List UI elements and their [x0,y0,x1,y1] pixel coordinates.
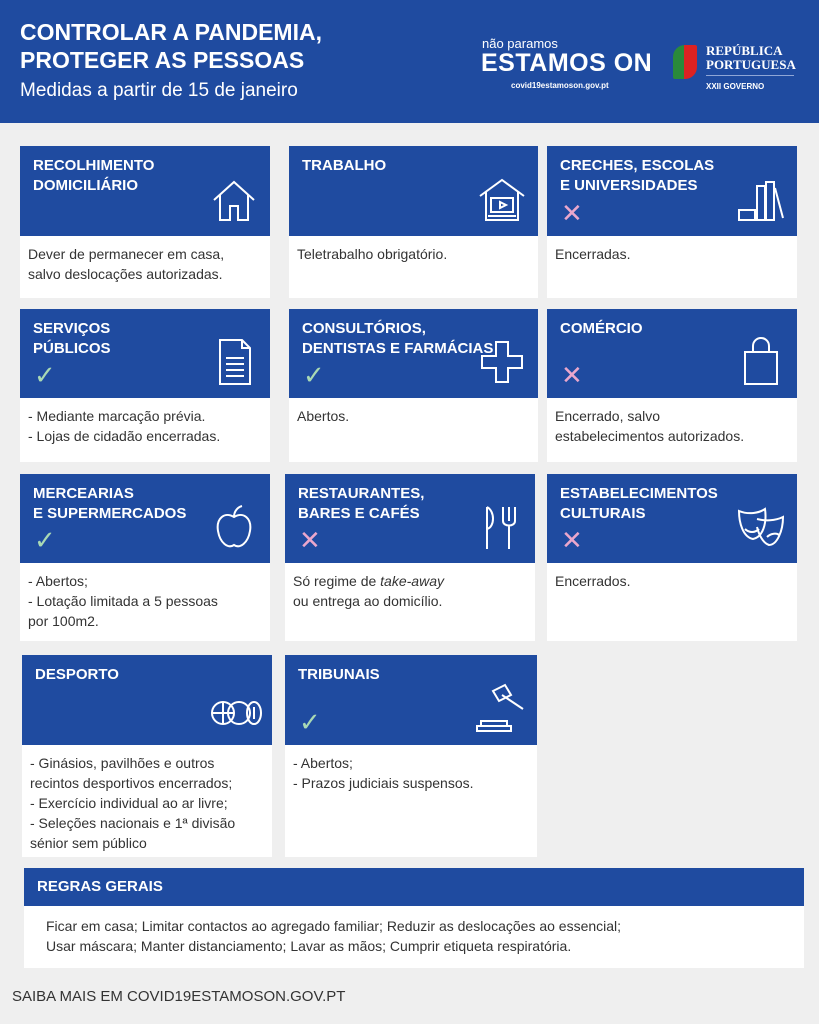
card-body: - Mediante marcação prévia. - Lojas de cidadão encerradas. [20,398,270,462]
card-body: - Abertos; - Lotação limitada a 5 pessoas por 100m2. [20,563,270,641]
card-header [547,309,797,398]
card-title: TRABALHO [302,157,387,174]
house-icon [208,174,260,226]
card-header [289,146,538,236]
measure-card [547,309,797,462]
card-body: Teletrabalho obrigatório. [289,236,538,298]
card-header [20,474,270,563]
rules-card [24,868,804,968]
measure-card [20,309,270,462]
check-icon: ✓ [303,360,325,390]
subtitle: Medidas a partir de 15 de janeiro [20,80,298,101]
measure-card [20,474,270,641]
rules-body: Ficar em casa; Limitar contactos ao agregado familiar; Reduzir as deslocações ao essencial; Usar máscara; Manter distanciamento; Lavar as mãos; Cumprir etiqueta respiratória. [24,906,804,968]
gov-line-3: XXII GOVERNO [706,82,765,91]
card-header [547,474,797,563]
medical-cross-icon [476,336,528,388]
check-icon: ✓ [34,360,56,390]
title-line-1: CONTROLAR A PANDEMIA, [20,19,322,45]
portugal-emblem-icon [673,45,697,79]
apple-icon [208,501,260,553]
shopping-bag-icon [735,336,787,388]
card-header [20,146,270,236]
divider [706,75,794,76]
card-title: CONSULTÓRIOS, DENTISTAS E FARMÁCIAS [302,320,494,357]
logo-tagline: não paramos [482,36,558,51]
measure-card [547,474,797,641]
card-body: - Ginásios, pavilhões e outros recintos desportivos encerrados; - Exercício individual ao ar livre; - Seleções nacionais e 1ª divisão sénior sem público [22,745,272,857]
card-body: Só regime de take-away ou entrega ao domicílio. [285,563,535,641]
check-icon: ✓ [34,525,56,555]
check-icon: ✓ [299,707,321,737]
card-title: ESTABELECIMENTOS CULTURAIS [560,485,718,522]
card-body: - Abertos; - Prazos judiciais suspensos. [285,745,537,857]
card-header [22,655,272,745]
card-body: Encerrado, salvo estabelecimentos autorizados. [547,398,797,462]
logo-url[interactable]: covid19estamoson.gov.pt [511,81,609,90]
gov-line-1: REPÚBLICA [706,43,783,58]
card-body: Encerradas. [547,236,797,298]
theater-masks-icon [735,501,787,553]
estamoson-logo: ESTAMOS ON [481,49,653,77]
cross-icon: ✕ [561,525,583,555]
card-body: Dever de permanecer em casa, salvo deslocações autorizadas. [20,236,270,298]
measure-card [20,146,270,298]
card-title: RESTAURANTES, BARES E CAFÉS [298,485,425,522]
card-header [20,309,270,398]
measure-card [285,474,535,641]
cross-icon: ✕ [561,198,583,228]
header [0,0,819,123]
card-title: MERCEARIAS E SUPERMERCADOS [33,485,187,522]
rules-title: REGRAS GERAIS [37,878,163,895]
card-header [547,146,797,236]
government-logo [706,44,796,72]
sports-balls-icon [210,683,262,735]
measure-card [547,146,797,298]
page-title [20,18,322,74]
measure-card [22,655,272,857]
cross-icon: ✕ [299,525,321,555]
card-title: TRIBUNAIS [298,666,380,683]
books-icon [735,174,787,226]
document-icon [208,336,260,388]
card-title: RECOLHIMENTO DOMICILIÁRIO [33,157,155,194]
title-line-2: PROTEGER AS PESSOAS [20,47,305,73]
gavel-icon [475,683,527,735]
measure-card [289,309,538,462]
measure-card [289,146,538,298]
cross-icon: ✕ [561,360,583,390]
card-title: CRECHES, ESCOLAS E UNIVERSIDADES [560,157,715,194]
gov-line-2: PORTUGUESA [706,57,796,72]
card-body: Encerrados. [547,563,797,641]
card-header [285,474,535,563]
card-body: Abertos. [289,398,538,462]
card-header [289,309,538,398]
card-title: SERVIÇOS PÚBLICOS [33,320,111,357]
footer-link[interactable]: SAIBA MAIS EM COVID19ESTAMOSON.GOV.PT [12,988,346,1005]
card-title: DESPORTO [35,666,119,683]
laptop-home-icon [476,174,528,226]
card-header [285,655,537,745]
measure-card [285,655,537,857]
cutlery-icon [473,501,525,553]
card-title: COMÉRCIO [560,320,643,337]
